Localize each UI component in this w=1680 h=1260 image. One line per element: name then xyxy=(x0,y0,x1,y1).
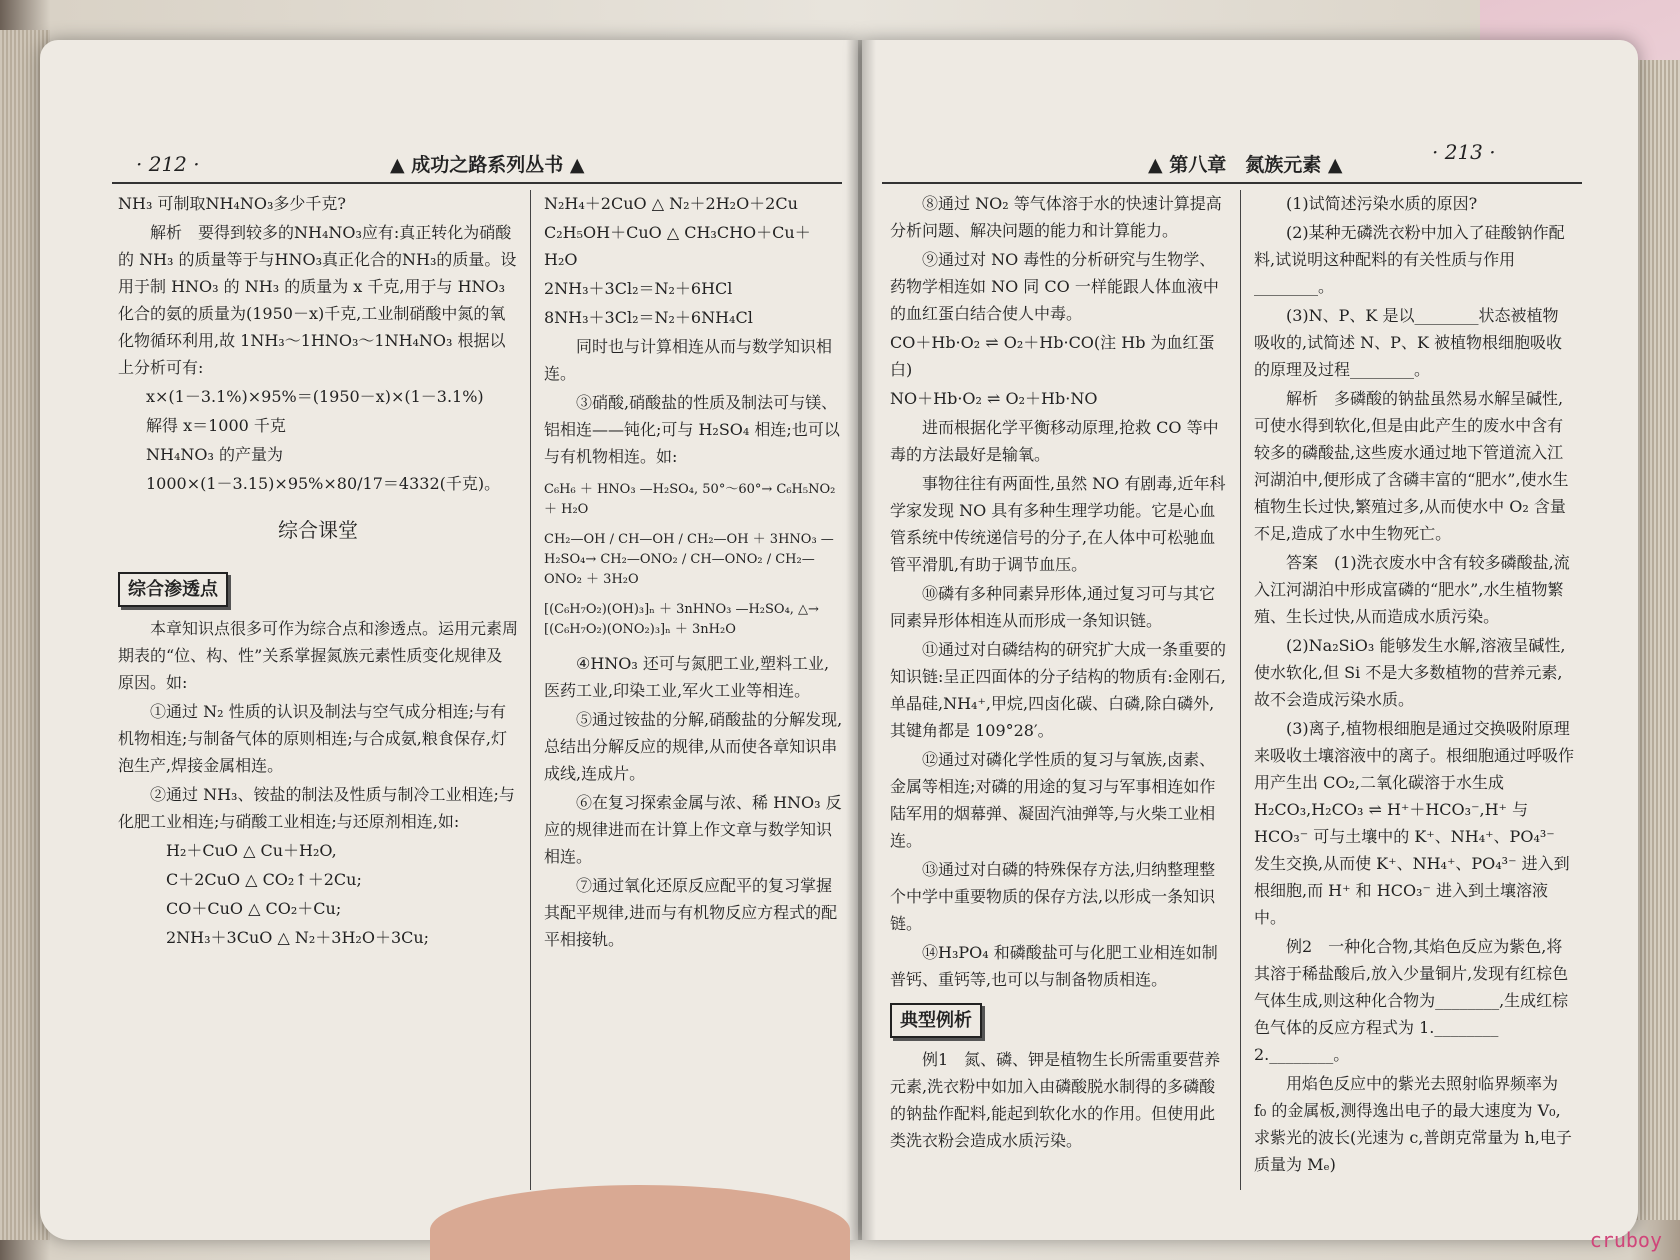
paragraph: ⑪通过对白磷结构的研究扩大成一条重要的知识链:呈正四面体的分子结构的物质有:金刚石,单晶硅,NH₄⁺,甲烷,四卤化碳、白磷,除白磷外,其键角都是 109°28′。 xyxy=(890,640,1227,740)
question-text: NH₃ 可制取NH₄NO₃多少千克? xyxy=(118,194,346,213)
left-page-header: ▲ 成功之路系列丛书 ▲ xyxy=(390,154,585,176)
answer-paragraph: (2)Na₂SiO₃ 能够发生水解,溶液呈碱性,使水软化,但 Si 不是大多数植物的营养元素,故不会造成污染水质。 xyxy=(1254,636,1566,709)
paragraph: 同时也与计算相连从而与数学知识相连。 xyxy=(544,337,833,383)
question: (1)试简述污染水质的原因? xyxy=(1286,194,1478,213)
watermark: cruboy xyxy=(1589,1228,1662,1252)
right-col-1 xyxy=(890,190,1230,1156)
section-title: 综合课堂 xyxy=(278,518,358,542)
paragraph: ⑬通过对白磷的特殊保存方法,归纳整理整个中学中重要物质的保存方法,以形成一条知识链。 xyxy=(890,860,1216,933)
paragraph: ⑦通过氧化还原反应配平的复习掌握其配平规律,进而与有机物反应方程式的配平相接轨。 xyxy=(544,876,838,949)
reaction-equation: C₂H₅OH＋CuO △ CH₃CHO＋Cu＋H₂O xyxy=(544,223,811,269)
yield-equation: 1000×(1－3.15)×95%×80/17＝4332(千克)。 xyxy=(146,474,501,493)
paragraph: ⑭H₃PO₄ 和磷酸盐可与化肥工业相连如制普钙、重钙等,也可以与制备物质相连。 xyxy=(890,943,1218,989)
right-page xyxy=(862,40,1638,1240)
analysis-paragraph: 解析 要得到较多的NH₄NO₃应有:真正转化为硝酸的 NH₃ 的质量等于与HNO₃真正化合的NH₃的质量。设用于制 HNO₃ 的 NH₃ 的质量为 x 千克,用于与 HNO₃ 化合的氨的质量为(1950－x)千克,工业制硝酸中氮的氧化物循环利用,故 1NH₃～1HNO₃～1NH₄NO₃ 根据以上分析可有: xyxy=(118,223,517,377)
paragraph: ①通过 N₂ 性质的认识及制法与空气成分相连;与有机物相连;与制备气体的原则相连;与合成氨,粮食保存,灯泡生产,焊接金属相连。 xyxy=(118,702,507,775)
physics-question: 用焰色反应中的紫光去照射临界频率为 f₀ 的金属板,测得逸出电子的最大速度为 V₀,求紫光的波长(光速为 c,普朗克常量为 h,电子质量为 Mₑ) xyxy=(1254,1074,1572,1174)
paragraph: ④HNO₃ 还可与氮肥工业,塑料工业,医药工业,印染工业,军火工业等相连。 xyxy=(544,654,830,700)
book-gutter-shadow xyxy=(846,40,876,1240)
paragraph: ⑥在复习探索金属与浓、稀 HNO₃ 反应的规律进而在计算上作文章与数学知识相连。 xyxy=(544,793,842,866)
paragraph: 事物往往有两面性,虽然 NO 有剧毒,近年科学家发现 NO 具有多种生理学功能。它是心血管系统中传统递信号的分子,在人体中可松驰血管平滑肌,有助于调节血压。 xyxy=(890,474,1226,574)
glycerol-nitration: CH₂—OH / CH—OH / CH₂—OH ＋ 3HNO₃ —H₂SO₄→ CH₂—ONO₂ / CH—ONO₂ / CH₂—ONO₂ ＋ 3H₂O xyxy=(544,532,834,587)
right-page-number: · 213 · xyxy=(1432,140,1496,164)
reaction-equation: 2NH₃＋3Cl₂＝N₂＋6HCl xyxy=(544,279,733,298)
reaction-equation: N₂H₄＋2CuO △ N₂＋2H₂O＋2Cu xyxy=(544,194,798,213)
solution-text: 解得 x＝1000 千克 xyxy=(146,416,286,435)
question: (3)N、P、K 是以________状态被植物吸收的,试简述 N、P、K 被植物根细胞吸收的原理及过程________。 xyxy=(1254,306,1562,379)
left-page xyxy=(40,40,858,1240)
header-rule xyxy=(882,182,1582,184)
reaction-equation: C＋2CuO △ CO₂↑＋2Cu; xyxy=(166,870,362,889)
right-page-header: ▲ 第八章 氮族元素 ▲ xyxy=(1148,154,1343,176)
yield-label: NH₄NO₃ 的产量为 xyxy=(146,445,283,464)
paragraph: ⑤通过铵盐的分解,硝酸盐的分解发现,总结出分解反应的规律,从而使各章知识串成线,连成片。 xyxy=(544,710,843,783)
paragraph: ⑩磷有多种同素异形体,通过复习可与其它同素异形体相连从而形成一条知识链。 xyxy=(890,584,1216,630)
paragraph: ⑫通过对磷化学性质的复习与氧族,卤素、金属等相连;对磷的用途的复习与军事相连如作陆军用的烟幕弹、凝固汽油弹等,与火柴工业相连。 xyxy=(890,750,1216,850)
paragraph: ②通过 NH₃、铵盐的制法及性质与制冷工业相连;与化肥工业相连;与硝酸工业相连;与还原剂相连,如: xyxy=(118,785,515,831)
paragraph: ⑨通过对 NO 毒性的分析研究与生物学、药物学相连如 NO 同 CO 一样能跟人体血液中的血红蛋白结合使人中毒。 xyxy=(890,250,1219,323)
answer-paragraph: (3)离子,植物根细胞是通过交换吸附原理来吸收土壤溶液中的离子。根细胞通过呼吸作用产生出 CO₂,二氧化碳溶于水生成 H₂CO₃,H₂CO₃ ⇌ H⁺＋HCO₃⁻,H⁺ 与 HCO₃⁻ 可与土壤中的 K⁺、NH₄⁺、PO₄³⁻ 发生交换,从而使 K⁺、NH₄⁺、PO₄³⁻ 进入到根细胞,而 H⁺ 和 HCO₃⁻ 进入到土壤溶液中。 xyxy=(1254,719,1575,927)
header-rule xyxy=(112,182,842,184)
reaction-equation: 2NH₃＋3CuO △ N₂＋3H₂O＋3Cu; xyxy=(166,928,430,947)
paragraph: 本章知识点很多可作为综合点和渗透点。运用元素周期表的“位、构、性”关系掌握氮族元素性质变化规律及原因。如: xyxy=(118,619,519,692)
right-col-2 xyxy=(1254,190,1574,1180)
example-1: 例1 氮、磷、钾是植物生长所需重要营养元素,洗衣粉中如加入由磷酸脱水制得的多磷酸的钠盐作配料,能起到软化水的作用。但使用此类洗衣粉会造成水质污染。 xyxy=(890,1050,1221,1150)
reaction-equation: 8NH₃＋3Cl₂＝N₂＋6NH₄Cl xyxy=(544,308,753,327)
paragraph: ③硝酸,硝酸盐的性质及制法可与镁、铝相连——钝化;可与 H₂SO₄ 相连;也可以与有机物相连。如: xyxy=(544,393,840,466)
left-col-1 xyxy=(118,190,518,953)
example-2: 例2 一种化合物,其焰色反应为紫色,将其溶于稀盐酸后,放入少量铜片,发现有红棕色气体生成,则这种化合物为________,生成红棕色气体的反应方程式为 1.________ 2.________。 xyxy=(1254,937,1569,1064)
answer-paragraph: 答案 (1)洗衣废水中含有较多磷酸盐,流入江河湖泊中形成富磷的“肥水”,水生植物繁殖、生长过快,从而造成水质污染。 xyxy=(1254,553,1570,626)
paragraph: 进而根据化学平衡移动原理,抢救 CO 等中毒的方法最好是输氧。 xyxy=(890,418,1219,464)
left-col-2 xyxy=(544,190,844,955)
left-page-number: · 212 · xyxy=(136,152,200,176)
box-title: 典型例析 xyxy=(890,1003,982,1038)
column-divider xyxy=(1240,190,1241,1190)
cellulose-nitration: [(C₆H₇O₂)(OH)₃]ₙ ＋ 3nHNO₃ —H₂SO₄, △→ [(C₆H₇O₂)(ONO₂)₃]ₙ ＋ 3nH₂O xyxy=(544,602,819,637)
reaction-equation: H₂＋CuO △ Cu＋H₂O, xyxy=(166,841,337,860)
paragraph: ⑧通过 NO₂ 等气体溶于水的快速计算提高分析问题、解决问题的能力和计算能力。 xyxy=(890,194,1222,240)
box-title: 综合渗透点 xyxy=(118,572,228,607)
nitration-reaction: C₆H₆ ＋ HNO₃ —H₂SO₄, 50°～60°→ C₆H₅NO₂ ＋ H₂O xyxy=(544,482,836,517)
column-divider xyxy=(530,190,531,1190)
reaction-equation: CO＋Hb·O₂ ⇌ O₂＋Hb·CO(注 Hb 为血红蛋白) xyxy=(890,333,1215,379)
equation: x×(1－3.1%)×95%＝(1950－x)×(1－3.1%) xyxy=(146,387,484,406)
reaction-equation: NO＋Hb·O₂ ⇌ O₂＋Hb·NO xyxy=(890,389,1098,408)
question: (2)某种无磷洗衣粉中加入了硅酸钠作配料,试说明这种配料的有关性质与作用________。 xyxy=(1254,223,1565,296)
reaction-equation: CO＋CuO △ CO₂＋Cu; xyxy=(166,899,342,918)
analysis-paragraph: 解析 多磷酸的钠盐虽然易水解呈碱性,可使水得到软化,但是由此产生的废水中含有较多的磷酸盐,这些废水通过地下管道流入江河湖泊中,便形成了含磷丰富的“肥水”,使水生植物生长过快,繁殖过多,从而使水中 O₂ 含量不足,造成了水中生物死亡。 xyxy=(1254,389,1569,543)
